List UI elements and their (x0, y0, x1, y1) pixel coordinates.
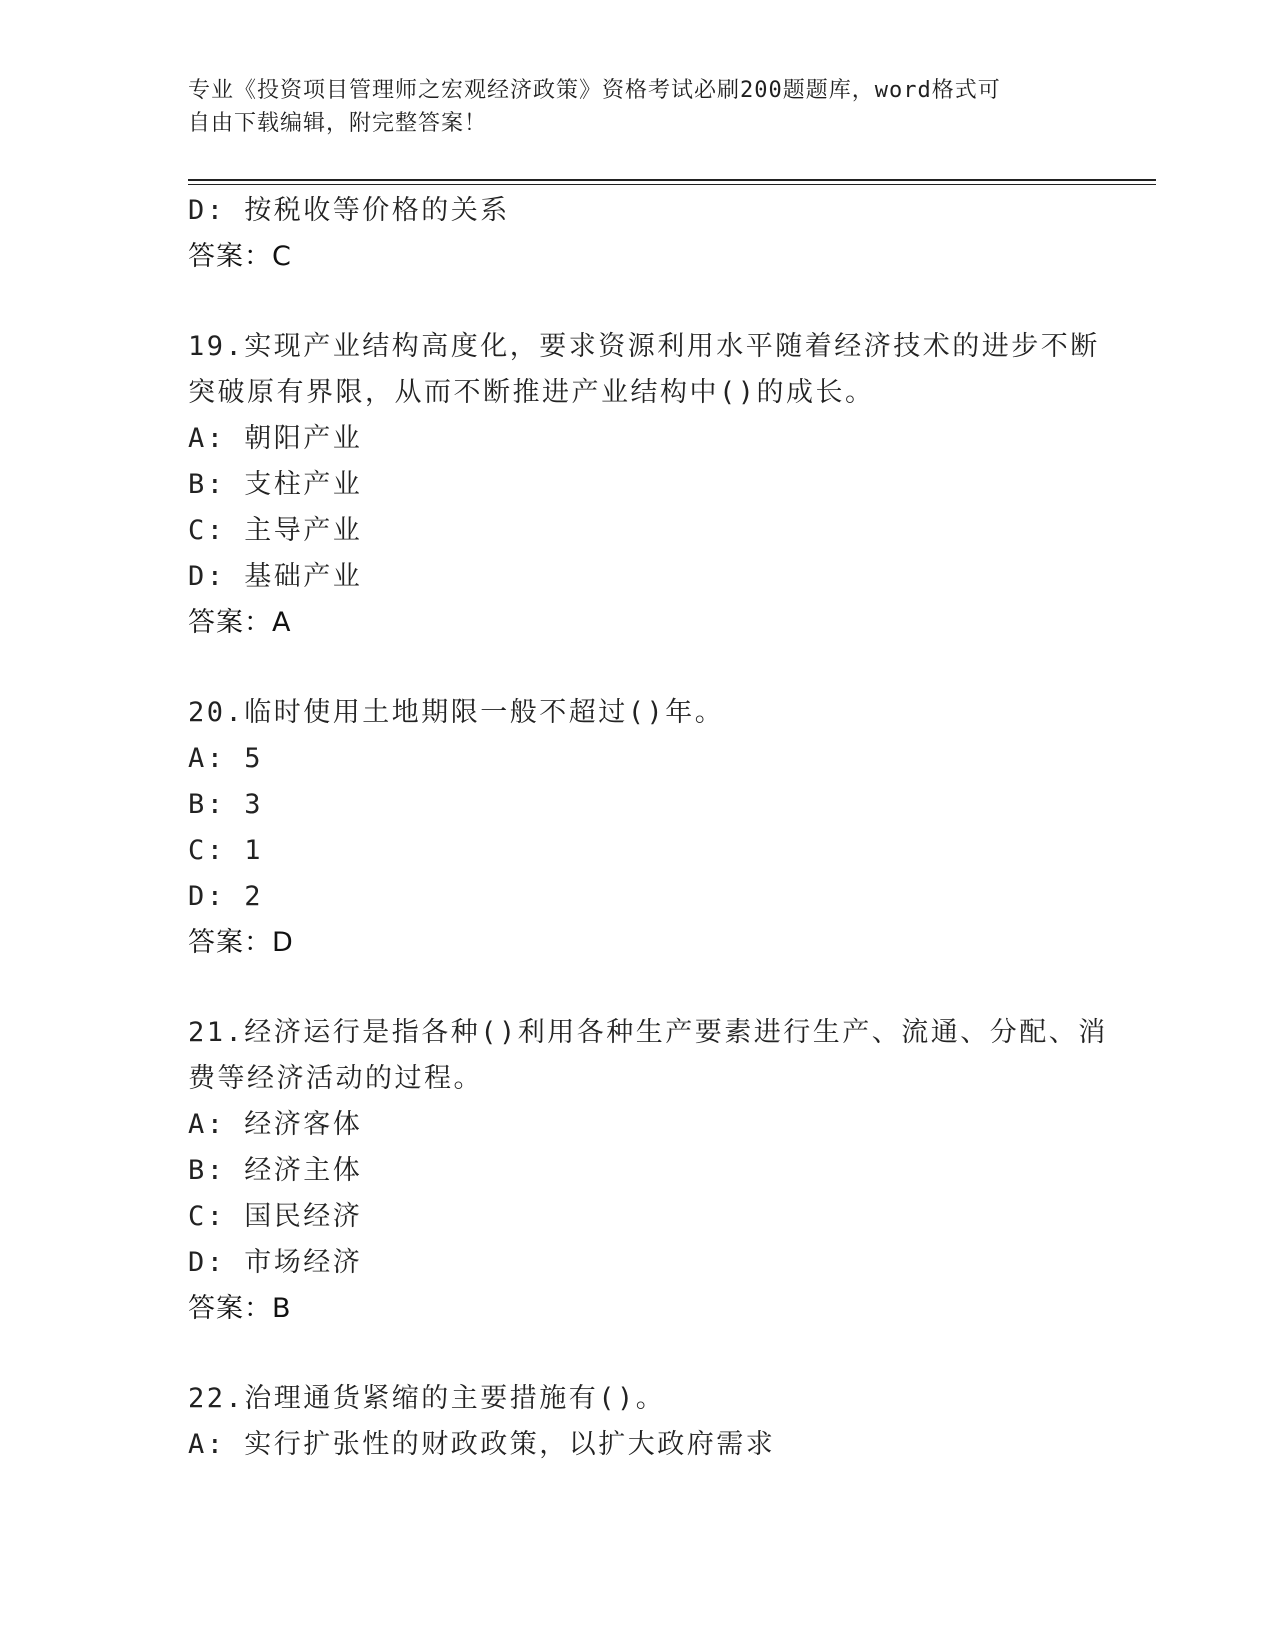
spacer (188, 646, 1088, 690)
header-line-2: 自由下载编辑，附完整答案！ (188, 111, 488, 136)
question-list (188, 188, 1108, 1468)
header-rule-thin (188, 184, 1156, 185)
option-d: D: 2 (188, 881, 264, 912)
question-22 (188, 1376, 1088, 1468)
answer-line: 答案：A (188, 607, 292, 638)
option-d: D: 按税收等价格的关系 (188, 195, 510, 226)
spacer (188, 280, 1088, 324)
option-b: B: 3 (188, 789, 264, 820)
question-stem: 20.临时使用土地期限一般不超过()年。 (188, 697, 725, 728)
option-a: A: 经济客体 (188, 1109, 363, 1140)
spacer (188, 966, 1088, 1010)
option-b: B: 支柱产业 (188, 469, 363, 500)
spacer (188, 1332, 1088, 1376)
answer-line: 答案：D (188, 927, 294, 958)
option-b: B: 经济主体 (188, 1155, 363, 1186)
option-c: C: 主导产业 (188, 515, 363, 546)
option-a: A: 5 (188, 743, 264, 774)
question-stem-cont: 费等经济活动的过程。 (188, 1063, 483, 1094)
option-a: A: 朝阳产业 (188, 423, 363, 454)
option-a: A: 实行扩张性的财政政策，以扩大政府需求 (188, 1429, 776, 1460)
option-d: D: 基础产业 (188, 561, 363, 592)
question-stem-cont: 突破原有界限，从而不断推进产业结构中()的成长。 (188, 377, 875, 408)
question-21 (188, 1010, 1108, 1332)
document-header (188, 74, 1068, 140)
answer-line: 答案：B (188, 1293, 292, 1324)
option-c: C: 1 (188, 835, 264, 866)
question-stem: 19.实现产业结构高度化，要求资源利用水平随着经济技术的进步不断 (188, 331, 1100, 362)
question-20 (188, 690, 1088, 966)
header-rule-thick (188, 179, 1156, 181)
question-stem: 21.经济运行是指各种()利用各种生产要素进行生产、流通、分配、消 (188, 1017, 1108, 1048)
question-19 (188, 324, 1100, 646)
option-d: D: 市场经济 (188, 1247, 363, 1278)
header-line-1: 专业《投资项目管理师之宏观经济政策》资格考试必刷200题题库，word格式可 (188, 78, 1001, 103)
answer-line: 答案：C (188, 241, 292, 272)
option-c: C: 国民经济 (188, 1201, 363, 1232)
question-stem: 22.治理通货紧缩的主要措施有()。 (188, 1383, 666, 1414)
